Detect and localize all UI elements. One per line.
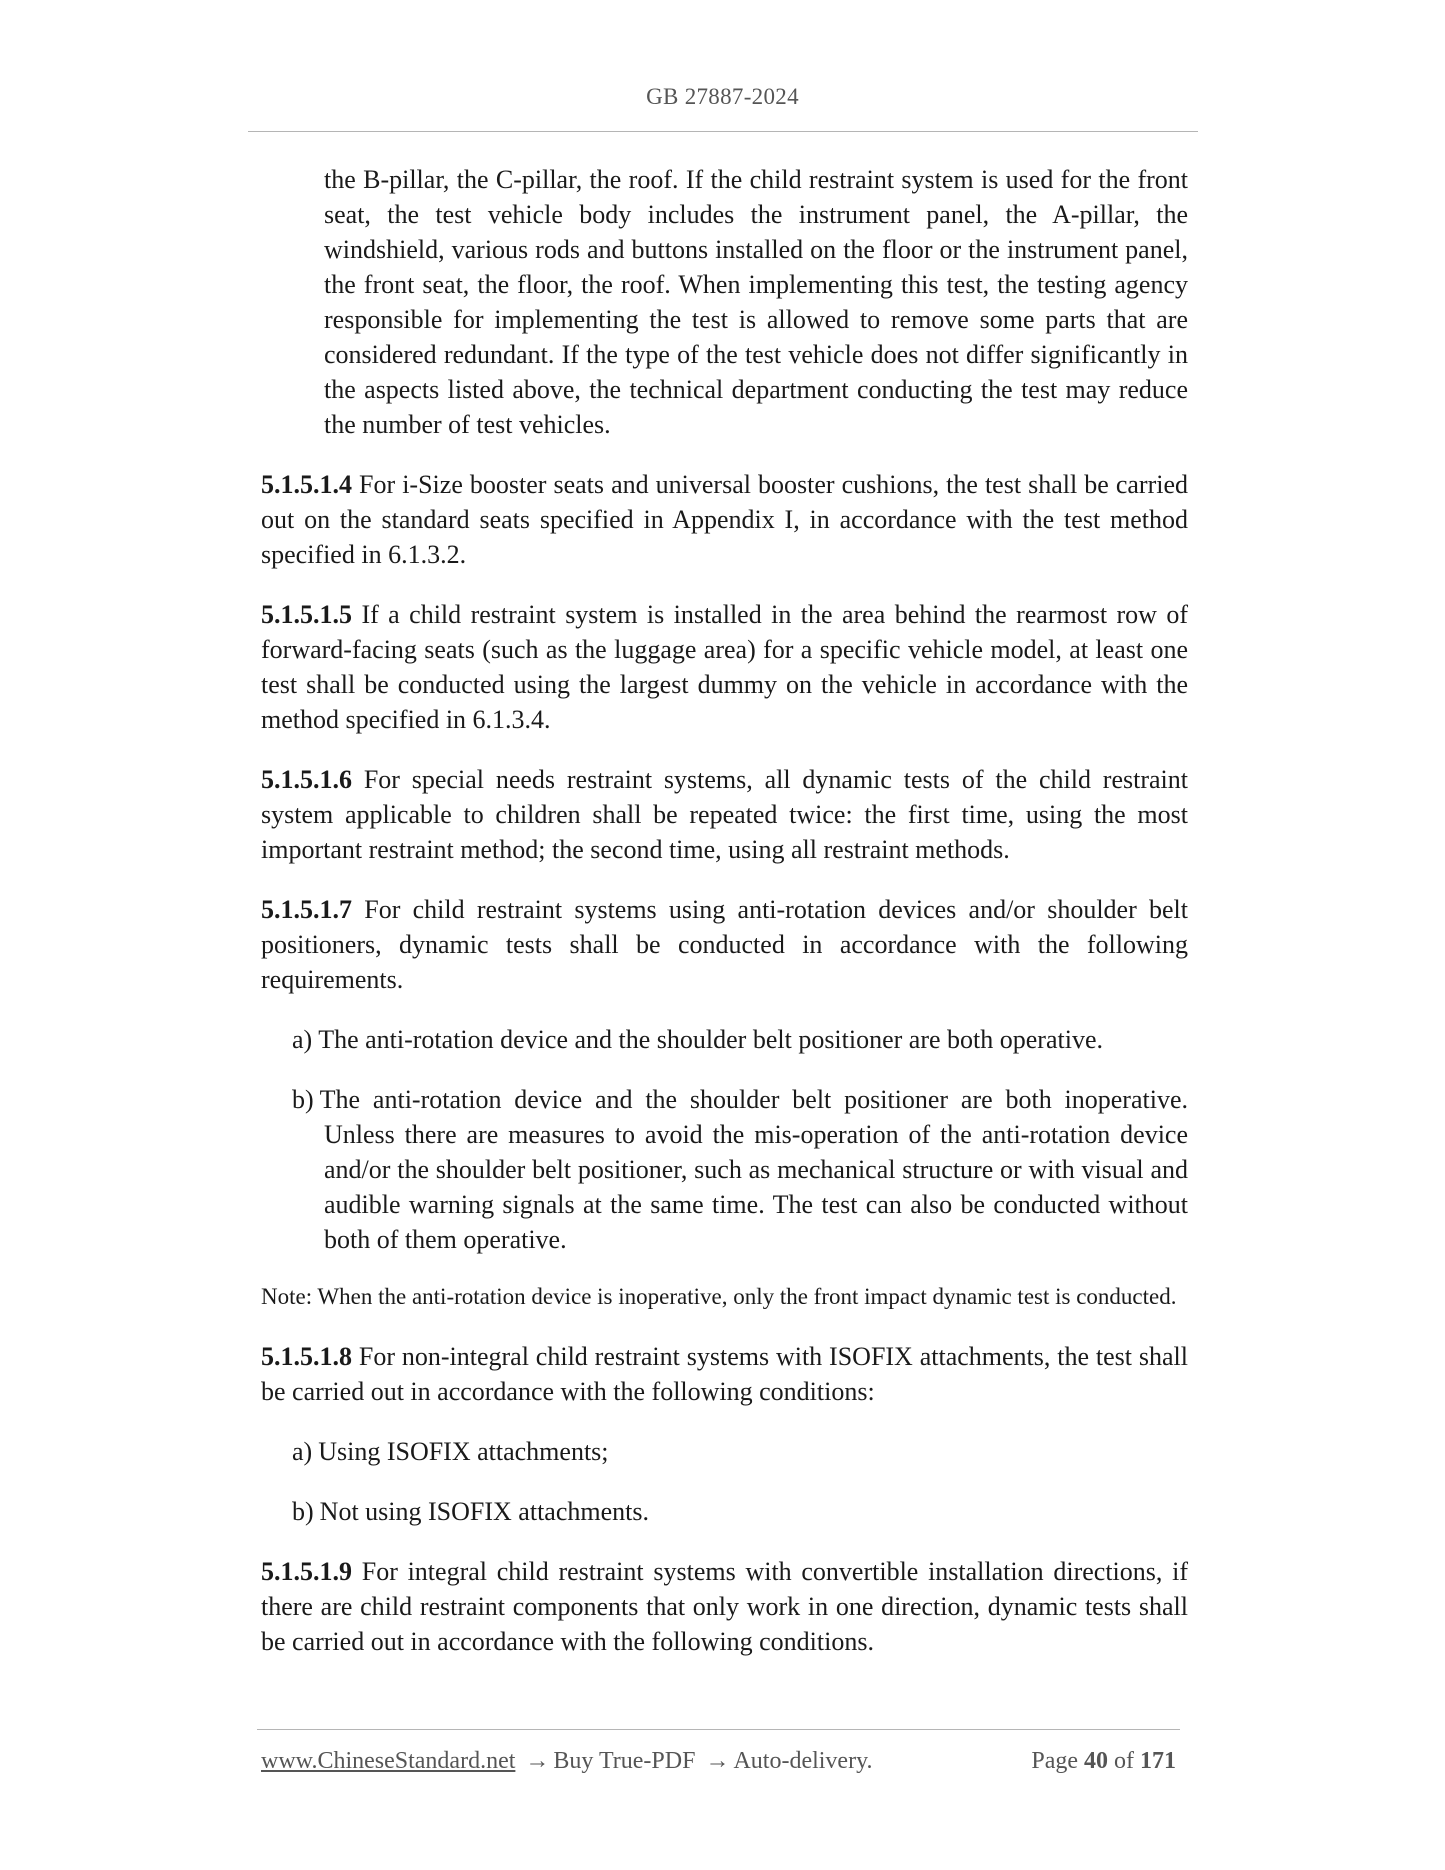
clause-text: For integral child restraint systems with convertible installation directions, if there are child restraint components that only work in one direction, dynamic tests shall be carried out in accordance with the following conditions. <box>261 1557 1188 1656</box>
header-divider <box>248 131 1198 132</box>
auto-delivery-text: Auto-delivery. <box>733 1748 873 1774</box>
list-marker: b) <box>292 1497 314 1526</box>
note-paragraph: Note: When the anti-rotation device is inoperative, only the front impact dynamic test is conducted. <box>261 1284 1177 1309</box>
list-marker: a) <box>292 1025 313 1054</box>
page-number: 40 <box>1084 1748 1108 1774</box>
clause-number: 5.1.5.1.6 <box>261 765 352 794</box>
list-item <box>261 1082 1188 1257</box>
clause-text: For non-integral child restraint systems with ISOFIX attachments, the test shall be carried out in accordance with the following conditions: <box>261 1342 1188 1406</box>
clause-text: For special needs restraint systems, all dynamic tests of the child restraint system applicable to children shall be repeated twice: the first time, using the most important restraint method; the second time, using all restraint methods. <box>261 765 1188 864</box>
footer-divider <box>257 1729 1180 1730</box>
list-marker: b) <box>292 1085 314 1114</box>
document-header: GB 27887-2024 <box>646 84 799 109</box>
list-item-text: Not using ISOFIX attachments. <box>319 1497 649 1526</box>
list-item-text: Using ISOFIX attachments; <box>318 1437 609 1466</box>
page-footer <box>261 1748 1176 1775</box>
clause-number: 5.1.5.1.4 <box>261 470 352 499</box>
list-marker: a) <box>292 1437 313 1466</box>
clause-number: 5.1.5.1.9 <box>261 1557 352 1586</box>
list-item <box>261 1022 1188 1057</box>
clause-5-1-5-1-4 <box>261 467 1188 572</box>
clause-5-1-5-1-8 <box>261 1339 1188 1409</box>
arrow-right-icon: → <box>525 1748 550 1774</box>
clause-number: 5.1.5.1.5 <box>261 600 352 629</box>
clause-text: If a child restraint system is installed in the area behind the rearmost row of forward-facing seats (such as the luggage area) for a specific vehicle model, at least one test shall be conducted using the largest dummy on the vehicle in accordance with the method specified in 6.1.3.4. <box>261 600 1188 734</box>
clause-5-1-5-1-9 <box>261 1554 1188 1659</box>
buy-pdf-text: Buy True-PDF <box>553 1748 696 1774</box>
list-item-text: The anti-rotation device and the shoulder belt positioner are both inoperative. Unless there are measures to avoid the mis-operation of the anti-rotation device and/or the shoulder belt positioner, such as mechanical structure or with visual and audible warning signals at the same time. The test can also be conducted without both of them operative. <box>319 1085 1188 1254</box>
page-label: Page <box>1031 1748 1078 1774</box>
list-item <box>261 1434 1188 1469</box>
clause-5-1-5-1-5 <box>261 597 1188 737</box>
clause-text: For child restraint systems using anti-rotation devices and/or shoulder belt positioners, dynamic tests shall be conducted in accordance with the following requirements. <box>261 895 1189 994</box>
clause-number: 5.1.5.1.7 <box>261 895 352 924</box>
continuation-paragraph: the B-pillar, the C-pillar, the roof. If the child restraint system is used for the front seat, the test vehicle body includes the instrument panel, the A-pillar, the windshield, various rods and buttons installed on the floor or the instrument panel, the front seat, the floor, the roof. When implementing this test, the testing agency responsible for implementing the test is allowed to remove some parts that are considered redundant. If the type of the test vehicle does not differ significantly in the aspects listed above, the technical department conducting the test may reduce the number of test vehicles. <box>324 165 1188 439</box>
list-item <box>261 1494 1188 1529</box>
footer-promo <box>261 1748 873 1775</box>
arrow-right-icon: → <box>705 1748 730 1774</box>
list-item-text: The anti-rotation device and the shoulder belt positioner are both operative. <box>318 1025 1103 1054</box>
clause-number: 5.1.5.1.8 <box>261 1342 352 1371</box>
clause-5-1-5-1-7 <box>261 892 1188 997</box>
total-pages: 171 <box>1140 1748 1176 1774</box>
clause-text: For i-Size booster seats and universal booster cushions, the test shall be carried out on the standard seats specified in Appendix I, in accordance with the test method specified in 6.1.3.2. <box>261 470 1188 569</box>
of-label: of <box>1114 1748 1134 1774</box>
page-indicator <box>1031 1748 1176 1775</box>
clause-5-1-5-1-6 <box>261 762 1188 867</box>
document-body <box>261 162 1188 1659</box>
website-link[interactable]: www.ChineseStandard.net <box>261 1748 516 1774</box>
